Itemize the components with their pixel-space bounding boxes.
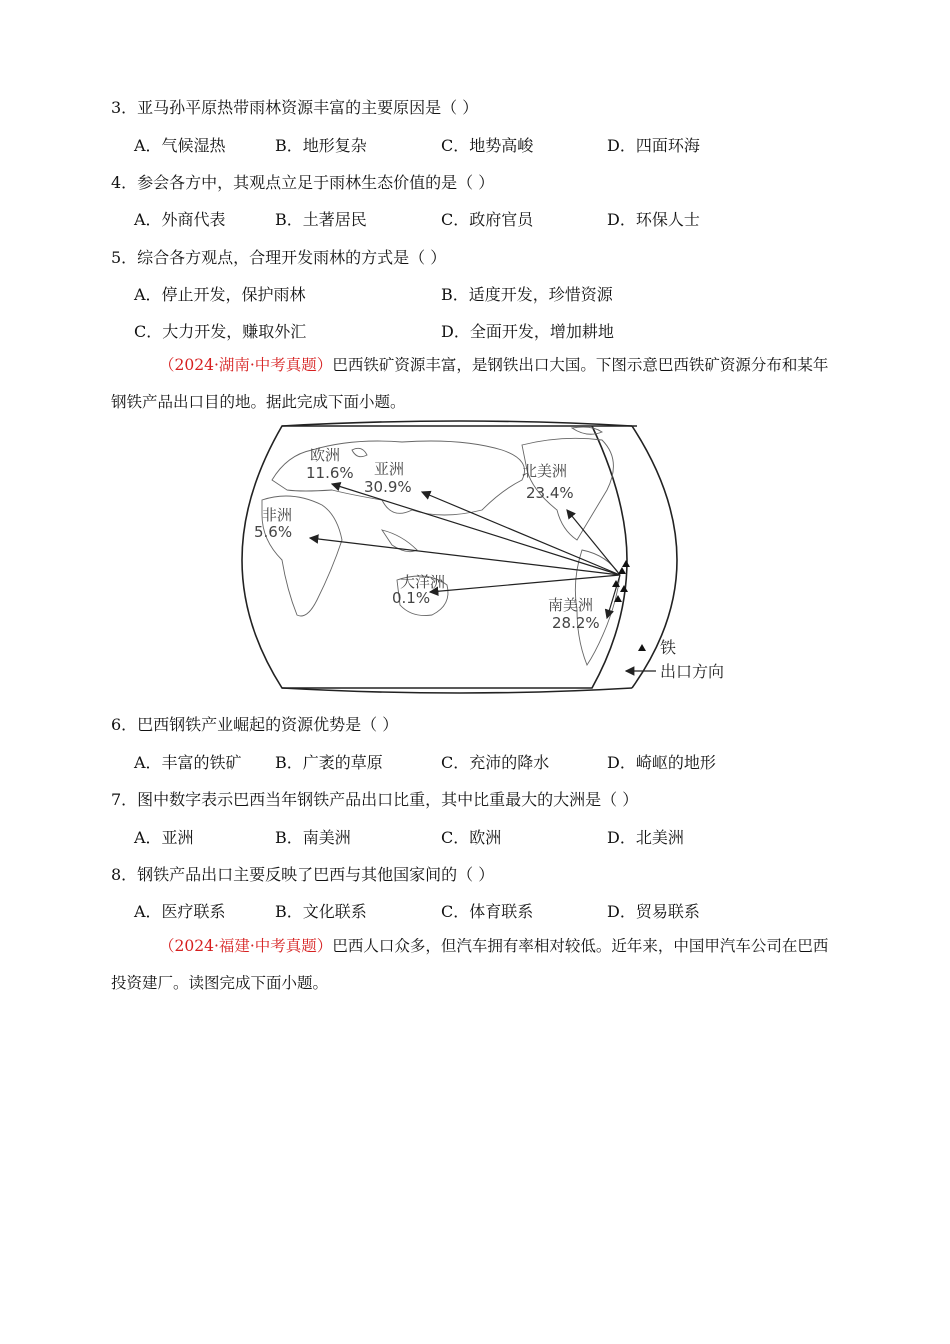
legend-iron-label: 铁 bbox=[660, 638, 677, 657]
passage-1 bbox=[111, 347, 841, 421]
q7-option-c: C．欧洲 bbox=[441, 828, 502, 847]
q4-option-c: C．政府官员 bbox=[441, 210, 534, 229]
question-5-stem: 5．综合各方观点，合理开发雨林的方式是（ ） bbox=[111, 248, 447, 267]
label-south-america-pct: 28.2% bbox=[552, 614, 600, 632]
label-asia: 亚洲 bbox=[374, 460, 405, 478]
question-7-stem: 7．图中数字表示巴西当年钢铁产品出口比重，其中比重最大的大洲是（ ） bbox=[111, 790, 639, 809]
q4-option-d: D．环保人士 bbox=[607, 210, 700, 229]
arrow-to-africa bbox=[310, 538, 620, 575]
question-6-stem: 6．巴西钢铁产业崛起的资源优势是（ ） bbox=[111, 715, 399, 734]
q7-option-a: A．亚洲 bbox=[134, 828, 194, 847]
q5-option-c: C．大力开发，赚取外汇 bbox=[134, 322, 307, 341]
label-asia-pct: 30.9% bbox=[364, 478, 412, 496]
label-africa-pct: 5.6% bbox=[254, 523, 293, 541]
q6-option-b: B．广袤的草原 bbox=[275, 753, 383, 772]
q7-option-d: D．北美洲 bbox=[607, 828, 684, 847]
label-europe-pct: 11.6% bbox=[306, 464, 354, 482]
q3-option-c: C．地势高峻 bbox=[441, 136, 534, 155]
q6-option-d: D．崎岖的地形 bbox=[607, 753, 716, 772]
q5-option-a: A．停止开发，保护雨林 bbox=[134, 285, 306, 304]
arrow-to-oceania bbox=[430, 575, 620, 592]
arrow-to-asia bbox=[422, 492, 620, 575]
passage-2-text: 巴西人口众多，但汽车拥有率相对较低。近年来，中国甲汽车公司在巴西投资建厂。读图完成下面小题。 bbox=[111, 937, 829, 992]
question-4-stem: 4．参会各方中，其观点立足于雨林生态价值的是（ ） bbox=[111, 173, 495, 192]
arrow-to-north-america bbox=[567, 510, 620, 575]
q8-option-c: C．体育联系 bbox=[441, 902, 534, 921]
q8-option-d: D．贸易联系 bbox=[607, 902, 700, 921]
q3-option-a: A．气候湿热 bbox=[134, 136, 226, 155]
legend-iron-icon bbox=[638, 644, 646, 651]
passage-2-source: （2024·福建·中考真题） bbox=[159, 937, 333, 955]
q8-option-b: B．文化联系 bbox=[275, 902, 367, 921]
label-africa: 非洲 bbox=[262, 506, 293, 524]
q3-option-d: D．四面环海 bbox=[607, 136, 700, 155]
label-north-america: 北美洲 bbox=[522, 462, 568, 480]
q7-option-b: B．南美洲 bbox=[275, 828, 351, 847]
q5-option-d: D．全面开发，增加耕地 bbox=[441, 322, 614, 341]
world-map-figure bbox=[232, 420, 742, 695]
passage-2 bbox=[111, 928, 841, 1002]
label-oceania-pct: 0.1% bbox=[392, 589, 431, 607]
legend-direction-label: 出口方向 bbox=[660, 662, 725, 681]
q6-option-a: A．丰富的铁矿 bbox=[134, 753, 242, 772]
label-north-america-pct: 23.4% bbox=[526, 484, 574, 502]
q8-option-a: A．医疗联系 bbox=[134, 902, 226, 921]
label-oceania: 大洋洲 bbox=[400, 573, 446, 591]
label-europe: 欧洲 bbox=[310, 446, 341, 464]
q5-option-b: B．适度开发，珍惜资源 bbox=[441, 285, 613, 304]
iron-ore-symbols bbox=[612, 560, 630, 602]
label-south-america: 南美洲 bbox=[548, 596, 594, 614]
question-8-stem: 8．钢铁产品出口主要反映了巴西与其他国家间的（ ） bbox=[111, 865, 495, 884]
q3-option-b: B．地形复杂 bbox=[275, 136, 367, 155]
passage-1-text: 巴西铁矿资源丰富，是钢铁出口大国。下图示意巴西铁矿资源分布和某年钢铁产品出口目的地。据此完成下面小题。 bbox=[111, 356, 829, 411]
q4-option-b: B．土著居民 bbox=[275, 210, 367, 229]
question-3-stem: 3．亚马孙平原热带雨林资源丰富的主要原因是（ ） bbox=[111, 98, 479, 117]
arrow-to-europe bbox=[332, 484, 620, 575]
passage-1-source: （2024·湖南·中考真题） bbox=[159, 356, 333, 374]
q4-option-a: A．外商代表 bbox=[134, 210, 226, 229]
q6-option-c: C．充沛的降水 bbox=[441, 753, 550, 772]
